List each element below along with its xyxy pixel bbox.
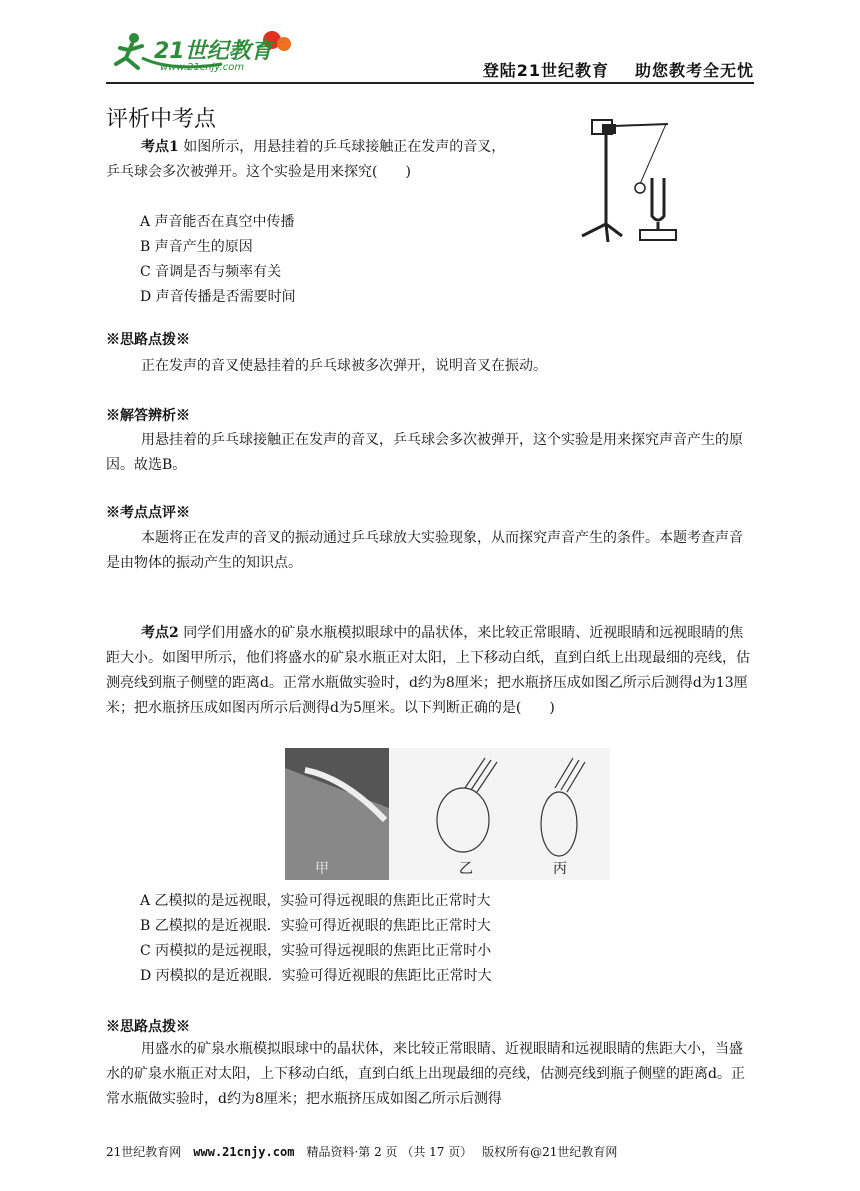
q1-label: 考点1 bbox=[141, 139, 179, 155]
q2-option-c[interactable]: C 丙模拟的是远视眼，实验可得远视眼的焦距比正常时小 bbox=[140, 943, 492, 959]
fig-label-yi: 乙 bbox=[459, 861, 473, 877]
q1-option-c[interactable]: C 音调是否与频率有关 bbox=[140, 264, 282, 280]
q2-stem-text: 同学们用盛水的矿泉水瓶模拟眼球中的晶状体，来比较正常眼睛、近视眼睛和远视眼睛的焦距大小。如图甲所示，他们将盛水的矿泉水瓶正对太阳，上下移动白纸，直到白纸上出现最细的亮线，估测亮线到瓶子侧壁的距离d。正常水瓶做实验时，d约为8厘米；把水瓶挤压成如图乙所示后测得d为13厘米；把水瓶挤压成如图丙所示后测得d为5厘米。以下判断正确的是( ) bbox=[106, 625, 750, 716]
header-slogan bbox=[483, 58, 754, 81]
q1-option-d[interactable]: D 声音传播是否需要时间 bbox=[140, 289, 296, 305]
q2-stem bbox=[106, 621, 754, 721]
q2-option-a[interactable]: A 乙模拟的是远视眼，实验可得远视眼的焦距比正常时大 bbox=[140, 893, 491, 909]
q1-hint: 正在发声的音叉使悬挂着的乒乓球被多次弹开，说明音叉在振动。 bbox=[141, 358, 547, 374]
footer-copyright: 版权所有@21世纪教育网 bbox=[482, 1145, 618, 1159]
q1-comment: 本题将正在发声的音叉的振动通过乒乓球放大实验现象，从而探究声音产生的条件。本题考查声音是由物体的振动产生的知识点。 bbox=[106, 530, 743, 571]
page-footer bbox=[106, 1143, 806, 1160]
q2-hint: 用盛水的矿泉水瓶模拟眼球中的晶状体，来比较正常眼睛、近视眼睛和远视眼睛的焦距大小，当盛水的矿泉水瓶正对太阳，上下移动白纸，直到白纸上出现最细的亮线，估测亮线到瓶子侧壁的距离d。正常水瓶做实验时，d约为8厘米；把水瓶挤压成如图乙所示后测得 bbox=[106, 1041, 745, 1107]
footer-url[interactable]: www.21cnjy.com bbox=[193, 1145, 295, 1159]
q1-option-a[interactable]: A 声音能否在真空中传播 bbox=[140, 214, 295, 230]
fig-label-bing: 丙 bbox=[553, 861, 567, 877]
site-logo[interactable] bbox=[112, 28, 302, 80]
q1-option-b[interactable]: B 声音产生的原因 bbox=[140, 239, 253, 255]
q2-label: 考点2 bbox=[141, 625, 179, 641]
q2-hint-title: ※思路点拨※ bbox=[106, 1019, 190, 1035]
slogan-login: 登陆21世纪教育 bbox=[482, 61, 609, 80]
q1-answer: 用悬挂着的乒乓球接触正在发声的音叉，乒乓球会多次被弹开，这个实验是用来探究声音产生的原因。故选B。 bbox=[106, 432, 743, 473]
footer-site: 21世纪教育网 bbox=[106, 1145, 182, 1159]
footer-page-info: 精品资料·第 2 页 （共 17 页） bbox=[306, 1145, 473, 1159]
page-title: 评析中考点 bbox=[106, 107, 217, 132]
q1-hint-title: ※思路点拨※ bbox=[106, 332, 190, 348]
logo-url: www.21cnjy.com bbox=[160, 62, 245, 73]
header-divider bbox=[106, 82, 754, 84]
slogan-exam: 助您教考全无忧 bbox=[634, 61, 754, 80]
q2-option-d[interactable]: D 丙模拟的是近视眼．实验可得近视眼的焦距比正常时大 bbox=[140, 968, 492, 984]
tuning-fork-figure bbox=[578, 112, 718, 248]
q2-option-b[interactable]: B 乙模拟的是近视眼．实验可得近视眼的焦距比正常时大 bbox=[140, 918, 491, 934]
q1-comment-title: ※考点点评※ bbox=[106, 505, 190, 521]
bottle-figure bbox=[285, 748, 610, 880]
q1-answer-title: ※解答辨析※ bbox=[106, 408, 190, 424]
q1-stem bbox=[106, 135, 506, 185]
fig-label-jia: 甲 bbox=[315, 861, 329, 877]
q1-stem-text: 如图所示，用悬挂着的乒乓球接触正在发声的音叉，乒乓球会多次被弹开。这个实验是用来探究( ) bbox=[106, 139, 506, 180]
logo-text: 21世纪教育 bbox=[154, 39, 273, 64]
